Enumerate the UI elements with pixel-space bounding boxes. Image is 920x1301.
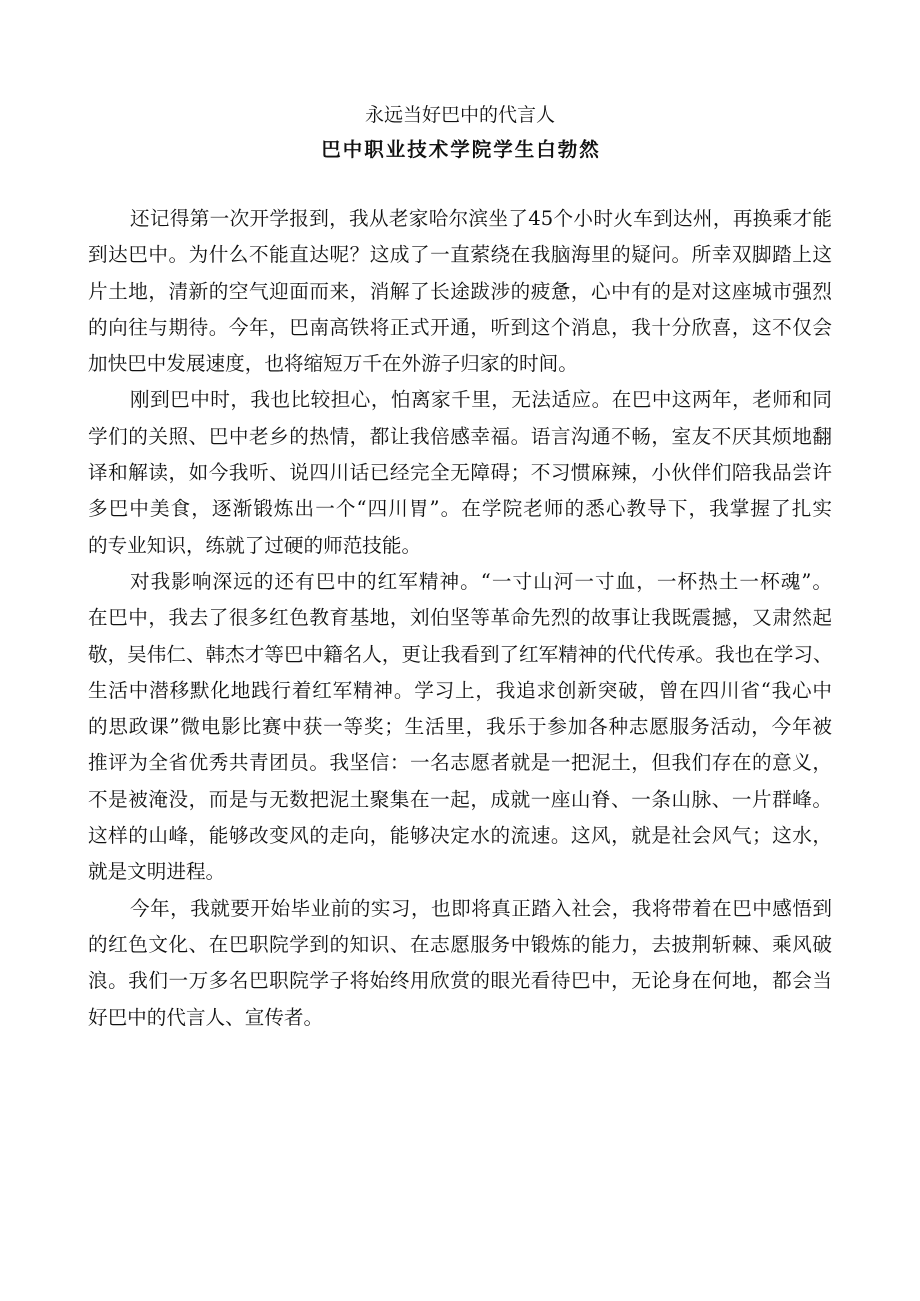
paragraph-1 (88, 201, 832, 382)
paragraph-line: 对我影响深远的还有巴中的红军精神。“一寸山河一寸血，一杯热土一杯魂”。 (130, 569, 832, 593)
paragraph-line: 今年，我就要开始毕业前的实习，也即将真正踏入社会，我将带着在巴中感悟到 (130, 896, 832, 920)
paragraph-line: 片土地，清新的空气迎面而来，消解了长途跋涉的疲惫，心中有的是对这座城市强烈 (88, 279, 832, 303)
paragraph-line: 译和解读，如今我听、说四川话已经完全无障碍；不习惯麻辣，小伙伴们陪我品尝许 (88, 461, 832, 485)
article-body (88, 201, 832, 1036)
paragraph-2 (88, 382, 832, 563)
paragraph-line: 在巴中，我去了很多红色教育基地，刘伯坚等革命先烈的故事让我既震撼，又肃然起 (88, 606, 832, 630)
paragraph-line: 敬，吴伟仁、韩杰才等巴中籍名人，更让我看到了红军精神的代代传承。我也在学习、 (88, 642, 833, 666)
paragraph-line: 的红色文化、在巴职院学到的知识、在志愿服务中锻炼的能力，去披荆斩棘、乘风破 (88, 932, 832, 956)
paragraph-3 (88, 564, 832, 891)
paragraph-line: 到达巴中。为什么不能直达呢？这成了一直萦绕在我脑海里的疑问。所幸双脚踏上这 (88, 243, 832, 267)
paragraph-4 (88, 891, 832, 1036)
paragraph-line: 就是文明进程。 (88, 860, 226, 884)
paragraph-line: 的思政课”微电影比赛中获一等奖；生活里，我乐于参加各种志愿服务活动，今年被 (88, 715, 832, 739)
paragraph-line: 刚到巴中时，我也比较担心，怕离家千里，无法适应。在巴中这两年，老师和同 (130, 388, 832, 412)
paragraph-line: 学们的关照、巴中老乡的热情，都让我倍感幸福。语言沟通不畅，室友不厌其烦地翻 (88, 424, 832, 448)
author-byline: 巴中职业技术学院学生白勃然 (321, 138, 601, 161)
paragraph-line: 的向往与期待。今年，巴南高铁将正式开通，听到这个消息，我十分欣喜，这不仅会 (88, 315, 832, 339)
paragraph-line: 推评为全省优秀共青团员。我坚信：一名志愿者就是一把泥土，但我们存在的意义， (88, 751, 832, 775)
paragraph-line: 还记得第一次开学报到，我从老家哈尔滨坐了45个小时火车到达州，再换乘才能 (130, 207, 832, 230)
paragraph-line: 的专业知识，练就了过硬的师范技能。 (88, 533, 422, 557)
paragraph-line: 浪。我们一万多名巴职院学子将始终用欣赏的眼光看待巴中，无论身在何地，都会当 (88, 969, 832, 993)
paragraph-line: 好巴中的代言人、宣传者。 (88, 1005, 324, 1029)
paragraph-line: 生活中潜移默化地践行着红军精神。学习上，我追求创新突破，曾在四川省“我心中 (88, 678, 832, 702)
paragraph-line: 多巴中美食，逐渐锻炼出一个“四川胃”。在学院老师的悉心教导下，我掌握了扎实 (88, 497, 832, 521)
paragraph-line: 不是被淹没，而是与无数把泥土聚集在一起，成就一座山脊、一条山脉、一片群峰。 (88, 787, 832, 811)
paragraph-line: 加快巴中发展速度，也将缩短万千在外游子归家的时间。 (88, 352, 578, 376)
document-title: 永远当好巴中的代言人 (364, 104, 555, 126)
paragraph-line: 这样的山峰，能够改变风的走向，能够决定水的流速。这风，就是社会风气；这水， (88, 824, 832, 848)
